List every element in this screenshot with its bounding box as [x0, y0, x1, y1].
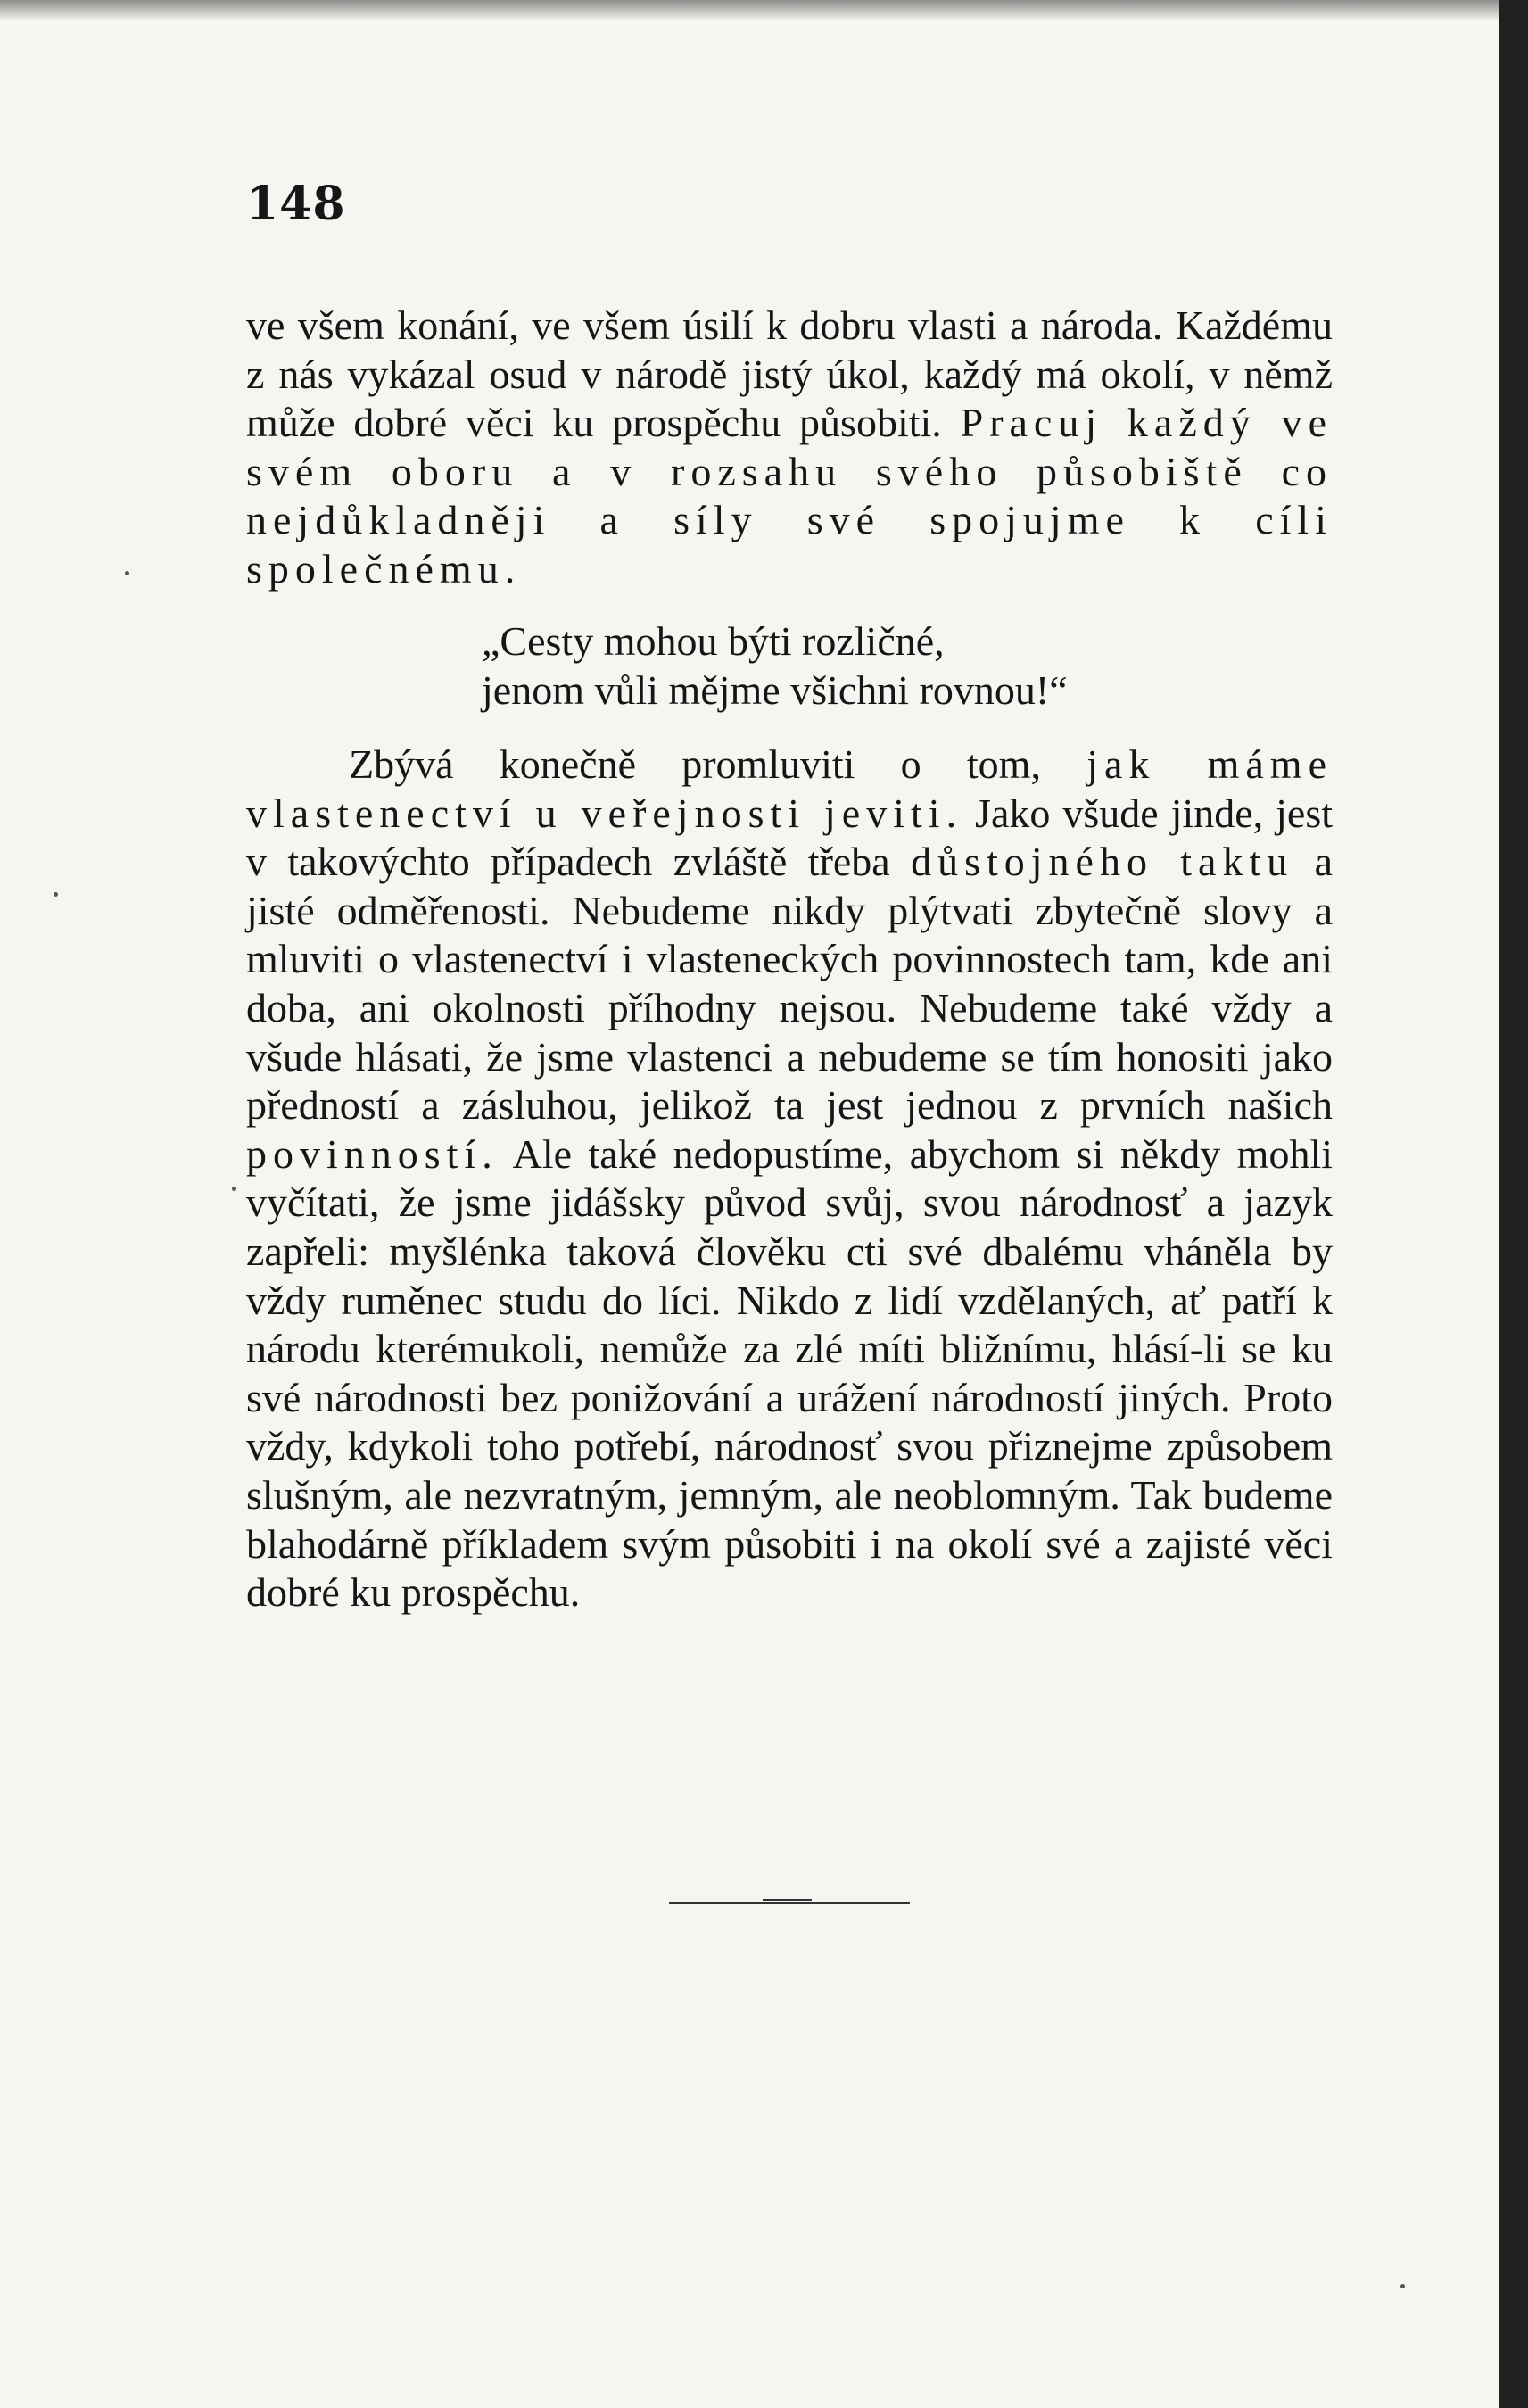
- page-edge: [1499, 0, 1528, 2408]
- paragraph-2-text-c: a jisté odměřenosti. Nebudeme nikdy plýtvati zbytečně slovy a mluviti o vlastenectví i vlasteneckých povinnostech tam, kde ani doba, ani okolnosti příhodny nejsou. Nebudeme také vždy a všude hlásati, že jsme vlastenci a nebudeme se tím honositi jako předností a zásluhou, jelikož ta jest jednou z prvních našich: [246, 839, 1334, 1129]
- paragraph-1: [246, 302, 1333, 594]
- paragraph-2: [246, 741, 1333, 1618]
- paragraph-2-spaced-a: jak máme vlastenectví u veřejnosti jeviti.: [246, 741, 1334, 836]
- speck: [232, 1187, 236, 1191]
- paragraph-2-text-d: Ale také nedopustíme, abychom si někdy mohli vyčítati, že jsme jidášsky původ svůj, svou národnosť a jazyk zapřeli: myšlénka taková člověku cti své dbalému vháněla by vždy ruměnec studu do líci. Nikdo z lidí vzdělaných, ať patří k národu kterémukoli, nemůže za zlé míti bližnímu, hlásí-li se ku své národnosti bez ponižování a urážení národností jiných. Proto vždy, kdykoli toho potřebí, národnosť svou přiznejme způsobem slušným, ale nezvratným, jemným, ale neoblomným. Tak budeme blahodárně příkladem svým působiti i na okolí své a zajisté věci dobré ku prospěchu.: [246, 1130, 1333, 1616]
- paragraph-2-spaced-c: povinností.: [246, 1130, 499, 1177]
- paragraph-1-text: ve všem konání, ve všem úsilí k dobru vlasti a národa. Každému z nás vykázal osud v národě jistý úkol, každý má okolí, v němž může dobré věci ku prospěchu působiti.: [246, 302, 1333, 446]
- paragraph-2-text-a: Zbývá konečně promluviti o tom,: [349, 741, 1087, 787]
- quote: [482, 617, 1068, 715]
- paragraph-2-text-b: Jako všude jinde, jest v takovýchto případech zvláště třeba: [246, 790, 1333, 885]
- quote-line-1: „Cesty mohou býti rozličné,: [482, 618, 945, 664]
- paragraph-1-spaced-text: Pracuj každý ve svém oboru a v rozsahu svého působiště co nejdůkladněji a síly své spojujme k cíli společnému.: [246, 400, 1333, 592]
- page-number: 148: [246, 177, 346, 231]
- speck: [1400, 2284, 1405, 2288]
- paragraph-2-spaced-b: důstojného taktu: [911, 839, 1294, 885]
- quote-line-2: jenom vůli mějme všichni rovnou!“: [482, 666, 1068, 713]
- speck: [125, 571, 129, 575]
- speck: [54, 892, 58, 897]
- rule-ornament: [669, 1898, 910, 1907]
